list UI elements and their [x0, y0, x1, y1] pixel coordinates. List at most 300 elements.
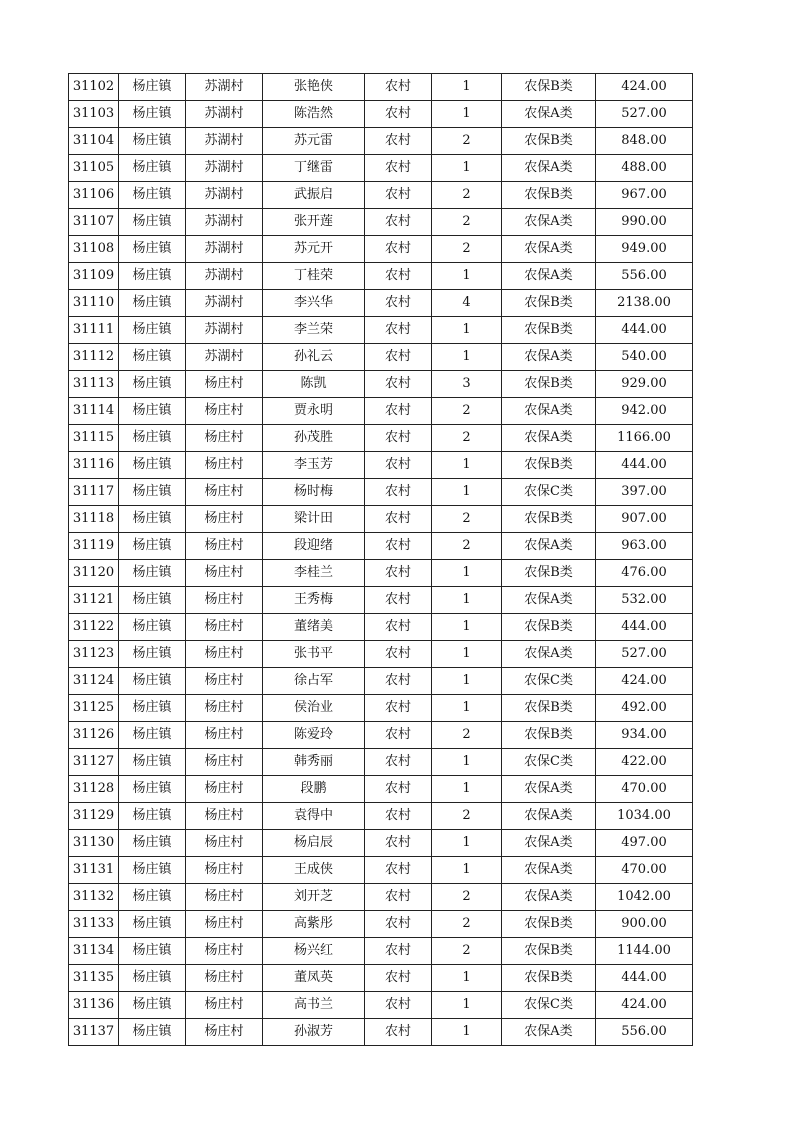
- record-id-cell: 31113: [69, 371, 119, 398]
- record-id-cell: 31131: [69, 857, 119, 884]
- town-cell: 杨庄镇: [119, 155, 186, 182]
- category-cell: 农保A类: [502, 830, 596, 857]
- member-count-cell: 1: [432, 857, 502, 884]
- amount-cell: 424.00: [596, 74, 693, 101]
- member-count-cell: 1: [432, 317, 502, 344]
- record-id-cell: 31117: [69, 479, 119, 506]
- village-cell: 杨庄村: [186, 857, 263, 884]
- table-row: [69, 479, 693, 506]
- table-row: [69, 236, 693, 263]
- village-cell: 苏湖村: [186, 209, 263, 236]
- member-count-cell: 2: [432, 506, 502, 533]
- household-type-cell: 农村: [365, 749, 432, 776]
- household-type-cell: 农村: [365, 533, 432, 560]
- town-cell: 杨庄镇: [119, 803, 186, 830]
- member-count-cell: 2: [432, 911, 502, 938]
- category-cell: 农保A类: [502, 641, 596, 668]
- table-row: [69, 398, 693, 425]
- amount-cell: 848.00: [596, 128, 693, 155]
- household-type-cell: 农村: [365, 668, 432, 695]
- name-cell: 贾永明: [263, 398, 365, 425]
- category-cell: 农保A类: [502, 101, 596, 128]
- name-cell: 苏元雷: [263, 128, 365, 155]
- member-count-cell: 1: [432, 344, 502, 371]
- household-type-cell: 农村: [365, 830, 432, 857]
- village-cell: 苏湖村: [186, 155, 263, 182]
- town-cell: 杨庄镇: [119, 452, 186, 479]
- table-row: [69, 371, 693, 398]
- table-row: [69, 587, 693, 614]
- category-cell: 农保B类: [502, 938, 596, 965]
- record-id-cell: 31102: [69, 74, 119, 101]
- record-id-cell: 31126: [69, 722, 119, 749]
- village-cell: 杨庄村: [186, 722, 263, 749]
- member-count-cell: 1: [432, 1019, 502, 1046]
- village-cell: 杨庄村: [186, 452, 263, 479]
- record-id-cell: 31124: [69, 668, 119, 695]
- record-id-cell: 31133: [69, 911, 119, 938]
- category-cell: 农保B类: [502, 722, 596, 749]
- amount-cell: 444.00: [596, 614, 693, 641]
- category-cell: 农保B类: [502, 695, 596, 722]
- village-cell: 杨庄村: [186, 641, 263, 668]
- town-cell: 杨庄镇: [119, 776, 186, 803]
- amount-cell: 1034.00: [596, 803, 693, 830]
- village-cell: 苏湖村: [186, 263, 263, 290]
- record-id-cell: 31105: [69, 155, 119, 182]
- table-row: [69, 668, 693, 695]
- household-type-cell: 农村: [365, 263, 432, 290]
- member-count-cell: 1: [432, 668, 502, 695]
- member-count-cell: 1: [432, 614, 502, 641]
- household-type-cell: 农村: [365, 641, 432, 668]
- member-count-cell: 1: [432, 965, 502, 992]
- table-row: [69, 560, 693, 587]
- amount-cell: 444.00: [596, 317, 693, 344]
- record-id-cell: 31118: [69, 506, 119, 533]
- household-type-cell: 农村: [365, 776, 432, 803]
- table-row: [69, 776, 693, 803]
- village-cell: 杨庄村: [186, 992, 263, 1019]
- town-cell: 杨庄镇: [119, 290, 186, 317]
- record-id-cell: 31104: [69, 128, 119, 155]
- amount-cell: 1166.00: [596, 425, 693, 452]
- household-type-cell: 农村: [365, 1019, 432, 1046]
- town-cell: 杨庄镇: [119, 371, 186, 398]
- household-type-cell: 农村: [365, 290, 432, 317]
- town-cell: 杨庄镇: [119, 587, 186, 614]
- town-cell: 杨庄镇: [119, 74, 186, 101]
- village-cell: 杨庄村: [186, 425, 263, 452]
- table-row: [69, 749, 693, 776]
- town-cell: 杨庄镇: [119, 992, 186, 1019]
- record-id-cell: 31128: [69, 776, 119, 803]
- record-id-cell: 31108: [69, 236, 119, 263]
- amount-cell: 963.00: [596, 533, 693, 560]
- name-cell: 张开莲: [263, 209, 365, 236]
- table-row: [69, 965, 693, 992]
- village-cell: 杨庄村: [186, 560, 263, 587]
- amount-cell: 540.00: [596, 344, 693, 371]
- amount-cell: 2138.00: [596, 290, 693, 317]
- member-count-cell: 2: [432, 938, 502, 965]
- table-row: [69, 263, 693, 290]
- amount-cell: 967.00: [596, 182, 693, 209]
- table-row: [69, 425, 693, 452]
- category-cell: 农保B类: [502, 911, 596, 938]
- member-count-cell: 2: [432, 425, 502, 452]
- name-cell: 丁继雷: [263, 155, 365, 182]
- member-count-cell: 2: [432, 533, 502, 560]
- amount-cell: 949.00: [596, 236, 693, 263]
- record-id-cell: 31136: [69, 992, 119, 1019]
- name-cell: 孙茂胜: [263, 425, 365, 452]
- member-count-cell: 1: [432, 155, 502, 182]
- record-id-cell: 31103: [69, 101, 119, 128]
- village-cell: 杨庄村: [186, 695, 263, 722]
- table-row: [69, 641, 693, 668]
- name-cell: 梁计田: [263, 506, 365, 533]
- member-count-cell: 2: [432, 884, 502, 911]
- table-row: [69, 209, 693, 236]
- amount-cell: 424.00: [596, 992, 693, 1019]
- table-body: [69, 74, 693, 1046]
- record-id-cell: 31109: [69, 263, 119, 290]
- table-row: [69, 695, 693, 722]
- member-count-cell: 1: [432, 776, 502, 803]
- town-cell: 杨庄镇: [119, 209, 186, 236]
- table-row: [69, 911, 693, 938]
- record-id-cell: 31110: [69, 290, 119, 317]
- amount-cell: 1042.00: [596, 884, 693, 911]
- table-row: [69, 290, 693, 317]
- village-cell: 杨庄村: [186, 533, 263, 560]
- member-count-cell: 1: [432, 479, 502, 506]
- table-row: [69, 452, 693, 479]
- record-id-cell: 31119: [69, 533, 119, 560]
- village-cell: 杨庄村: [186, 506, 263, 533]
- household-type-cell: 农村: [365, 236, 432, 263]
- category-cell: 农保B类: [502, 74, 596, 101]
- household-type-cell: 农村: [365, 398, 432, 425]
- table-row: [69, 614, 693, 641]
- village-cell: 杨庄村: [186, 479, 263, 506]
- household-type-cell: 农村: [365, 317, 432, 344]
- table-row: [69, 533, 693, 560]
- member-count-cell: 2: [432, 722, 502, 749]
- amount-cell: 1144.00: [596, 938, 693, 965]
- town-cell: 杨庄镇: [119, 1019, 186, 1046]
- record-id-cell: 31130: [69, 830, 119, 857]
- record-id-cell: 31121: [69, 587, 119, 614]
- town-cell: 杨庄镇: [119, 695, 186, 722]
- category-cell: 农保B类: [502, 614, 596, 641]
- member-count-cell: 1: [432, 560, 502, 587]
- category-cell: 农保A类: [502, 344, 596, 371]
- name-cell: 李玉芳: [263, 452, 365, 479]
- category-cell: 农保A类: [502, 803, 596, 830]
- record-id-cell: 31116: [69, 452, 119, 479]
- name-cell: 苏元开: [263, 236, 365, 263]
- table-row: [69, 128, 693, 155]
- town-cell: 杨庄镇: [119, 641, 186, 668]
- amount-cell: 556.00: [596, 1019, 693, 1046]
- village-cell: 杨庄村: [186, 884, 263, 911]
- category-cell: 农保C类: [502, 749, 596, 776]
- town-cell: 杨庄镇: [119, 101, 186, 128]
- village-cell: 杨庄村: [186, 587, 263, 614]
- name-cell: 张艳侠: [263, 74, 365, 101]
- village-cell: 杨庄村: [186, 803, 263, 830]
- member-count-cell: 2: [432, 209, 502, 236]
- town-cell: 杨庄镇: [119, 884, 186, 911]
- town-cell: 杨庄镇: [119, 668, 186, 695]
- category-cell: 农保B类: [502, 128, 596, 155]
- name-cell: 陈凯: [263, 371, 365, 398]
- member-count-cell: 2: [432, 182, 502, 209]
- table-row: [69, 884, 693, 911]
- table-row: [69, 803, 693, 830]
- table-row: [69, 992, 693, 1019]
- village-cell: 杨庄村: [186, 614, 263, 641]
- town-cell: 杨庄镇: [119, 938, 186, 965]
- town-cell: 杨庄镇: [119, 965, 186, 992]
- name-cell: 袁得中: [263, 803, 365, 830]
- amount-cell: 492.00: [596, 695, 693, 722]
- category-cell: 农保A类: [502, 857, 596, 884]
- record-id-cell: 31137: [69, 1019, 119, 1046]
- village-cell: 苏湖村: [186, 128, 263, 155]
- amount-cell: 397.00: [596, 479, 693, 506]
- amount-cell: 424.00: [596, 668, 693, 695]
- amount-cell: 497.00: [596, 830, 693, 857]
- record-id-cell: 31106: [69, 182, 119, 209]
- town-cell: 杨庄镇: [119, 911, 186, 938]
- town-cell: 杨庄镇: [119, 479, 186, 506]
- village-cell: 苏湖村: [186, 236, 263, 263]
- household-type-cell: 农村: [365, 209, 432, 236]
- name-cell: 王成侠: [263, 857, 365, 884]
- town-cell: 杨庄镇: [119, 128, 186, 155]
- category-cell: 农保A类: [502, 1019, 596, 1046]
- household-type-cell: 农村: [365, 425, 432, 452]
- household-type-cell: 农村: [365, 992, 432, 1019]
- amount-cell: 488.00: [596, 155, 693, 182]
- village-cell: 杨庄村: [186, 911, 263, 938]
- amount-cell: 929.00: [596, 371, 693, 398]
- member-count-cell: 1: [432, 263, 502, 290]
- name-cell: 张书平: [263, 641, 365, 668]
- town-cell: 杨庄镇: [119, 425, 186, 452]
- name-cell: 韩秀丽: [263, 749, 365, 776]
- village-cell: 杨庄村: [186, 371, 263, 398]
- village-cell: 苏湖村: [186, 344, 263, 371]
- household-type-cell: 农村: [365, 560, 432, 587]
- member-count-cell: 1: [432, 695, 502, 722]
- town-cell: 杨庄镇: [119, 830, 186, 857]
- name-cell: 徐占军: [263, 668, 365, 695]
- name-cell: 孙礼云: [263, 344, 365, 371]
- household-type-cell: 农村: [365, 965, 432, 992]
- village-cell: 苏湖村: [186, 290, 263, 317]
- name-cell: 董绪美: [263, 614, 365, 641]
- amount-cell: 934.00: [596, 722, 693, 749]
- record-id-cell: 31134: [69, 938, 119, 965]
- household-type-cell: 农村: [365, 155, 432, 182]
- member-count-cell: 1: [432, 74, 502, 101]
- village-cell: 苏湖村: [186, 74, 263, 101]
- village-cell: 杨庄村: [186, 668, 263, 695]
- category-cell: 农保B类: [502, 965, 596, 992]
- amount-cell: 556.00: [596, 263, 693, 290]
- record-id-cell: 31111: [69, 317, 119, 344]
- member-count-cell: 2: [432, 398, 502, 425]
- member-count-cell: 2: [432, 803, 502, 830]
- name-cell: 侯治业: [263, 695, 365, 722]
- name-cell: 刘开芝: [263, 884, 365, 911]
- household-type-cell: 农村: [365, 479, 432, 506]
- member-count-cell: 1: [432, 830, 502, 857]
- record-id-cell: 31122: [69, 614, 119, 641]
- village-cell: 杨庄村: [186, 398, 263, 425]
- name-cell: 李桂兰: [263, 560, 365, 587]
- table-row: [69, 101, 693, 128]
- record-id-cell: 31120: [69, 560, 119, 587]
- household-type-cell: 农村: [365, 911, 432, 938]
- household-type-cell: 农村: [365, 884, 432, 911]
- record-id-cell: 31125: [69, 695, 119, 722]
- household-type-cell: 农村: [365, 614, 432, 641]
- record-id-cell: 31123: [69, 641, 119, 668]
- category-cell: 农保B类: [502, 290, 596, 317]
- category-cell: 农保B类: [502, 182, 596, 209]
- town-cell: 杨庄镇: [119, 506, 186, 533]
- name-cell: 武振启: [263, 182, 365, 209]
- member-count-cell: 1: [432, 749, 502, 776]
- village-cell: 杨庄村: [186, 938, 263, 965]
- category-cell: 农保A类: [502, 236, 596, 263]
- village-cell: 杨庄村: [186, 749, 263, 776]
- name-cell: 董凤英: [263, 965, 365, 992]
- amount-cell: 527.00: [596, 641, 693, 668]
- category-cell: 农保B类: [502, 317, 596, 344]
- town-cell: 杨庄镇: [119, 317, 186, 344]
- record-id-cell: 31135: [69, 965, 119, 992]
- town-cell: 杨庄镇: [119, 614, 186, 641]
- name-cell: 丁桂荣: [263, 263, 365, 290]
- category-cell: 农保A类: [502, 533, 596, 560]
- household-type-cell: 农村: [365, 74, 432, 101]
- name-cell: 段鹏: [263, 776, 365, 803]
- data-table: [68, 73, 693, 1046]
- name-cell: 段迎绪: [263, 533, 365, 560]
- household-type-cell: 农村: [365, 857, 432, 884]
- village-cell: 苏湖村: [186, 317, 263, 344]
- household-type-cell: 农村: [365, 938, 432, 965]
- village-cell: 苏湖村: [186, 101, 263, 128]
- table-row: [69, 317, 693, 344]
- name-cell: 杨时梅: [263, 479, 365, 506]
- amount-cell: 476.00: [596, 560, 693, 587]
- category-cell: 农保B类: [502, 371, 596, 398]
- village-cell: 杨庄村: [186, 965, 263, 992]
- member-count-cell: 2: [432, 128, 502, 155]
- amount-cell: 527.00: [596, 101, 693, 128]
- village-cell: 杨庄村: [186, 830, 263, 857]
- name-cell: 高紫彤: [263, 911, 365, 938]
- name-cell: 杨启辰: [263, 830, 365, 857]
- name-cell: 孙淑芳: [263, 1019, 365, 1046]
- category-cell: 农保A类: [502, 587, 596, 614]
- town-cell: 杨庄镇: [119, 749, 186, 776]
- household-type-cell: 农村: [365, 128, 432, 155]
- member-count-cell: 1: [432, 992, 502, 1019]
- amount-cell: 422.00: [596, 749, 693, 776]
- table-row: [69, 506, 693, 533]
- household-type-cell: 农村: [365, 182, 432, 209]
- category-cell: 农保C类: [502, 479, 596, 506]
- category-cell: 农保A类: [502, 263, 596, 290]
- category-cell: 农保A类: [502, 155, 596, 182]
- table-row: [69, 938, 693, 965]
- amount-cell: 470.00: [596, 776, 693, 803]
- amount-cell: 900.00: [596, 911, 693, 938]
- category-cell: 农保A类: [502, 398, 596, 425]
- amount-cell: 532.00: [596, 587, 693, 614]
- village-cell: 苏湖村: [186, 182, 263, 209]
- table-row: [69, 155, 693, 182]
- town-cell: 杨庄镇: [119, 263, 186, 290]
- category-cell: 农保A类: [502, 884, 596, 911]
- household-type-cell: 农村: [365, 722, 432, 749]
- town-cell: 杨庄镇: [119, 533, 186, 560]
- amount-cell: 444.00: [596, 452, 693, 479]
- town-cell: 杨庄镇: [119, 560, 186, 587]
- member-count-cell: 1: [432, 101, 502, 128]
- table-row: [69, 74, 693, 101]
- record-id-cell: 31107: [69, 209, 119, 236]
- member-count-cell: 3: [432, 371, 502, 398]
- village-cell: 杨庄村: [186, 776, 263, 803]
- amount-cell: 470.00: [596, 857, 693, 884]
- household-type-cell: 农村: [365, 371, 432, 398]
- amount-cell: 444.00: [596, 965, 693, 992]
- record-id-cell: 31127: [69, 749, 119, 776]
- amount-cell: 942.00: [596, 398, 693, 425]
- category-cell: 农保A类: [502, 776, 596, 803]
- household-type-cell: 农村: [365, 803, 432, 830]
- name-cell: 李兴华: [263, 290, 365, 317]
- name-cell: 李兰荣: [263, 317, 365, 344]
- household-type-cell: 农村: [365, 695, 432, 722]
- category-cell: 农保B类: [502, 506, 596, 533]
- category-cell: 农保B类: [502, 560, 596, 587]
- category-cell: 农保A类: [502, 209, 596, 236]
- member-count-cell: 1: [432, 587, 502, 614]
- name-cell: 王秀梅: [263, 587, 365, 614]
- town-cell: 杨庄镇: [119, 182, 186, 209]
- amount-cell: 907.00: [596, 506, 693, 533]
- name-cell: 高书兰: [263, 992, 365, 1019]
- town-cell: 杨庄镇: [119, 398, 186, 425]
- category-cell: 农保B类: [502, 452, 596, 479]
- table-row: [69, 857, 693, 884]
- category-cell: 农保A类: [502, 425, 596, 452]
- household-type-cell: 农村: [365, 344, 432, 371]
- member-count-cell: 2: [432, 236, 502, 263]
- village-cell: 杨庄村: [186, 1019, 263, 1046]
- record-id-cell: 31112: [69, 344, 119, 371]
